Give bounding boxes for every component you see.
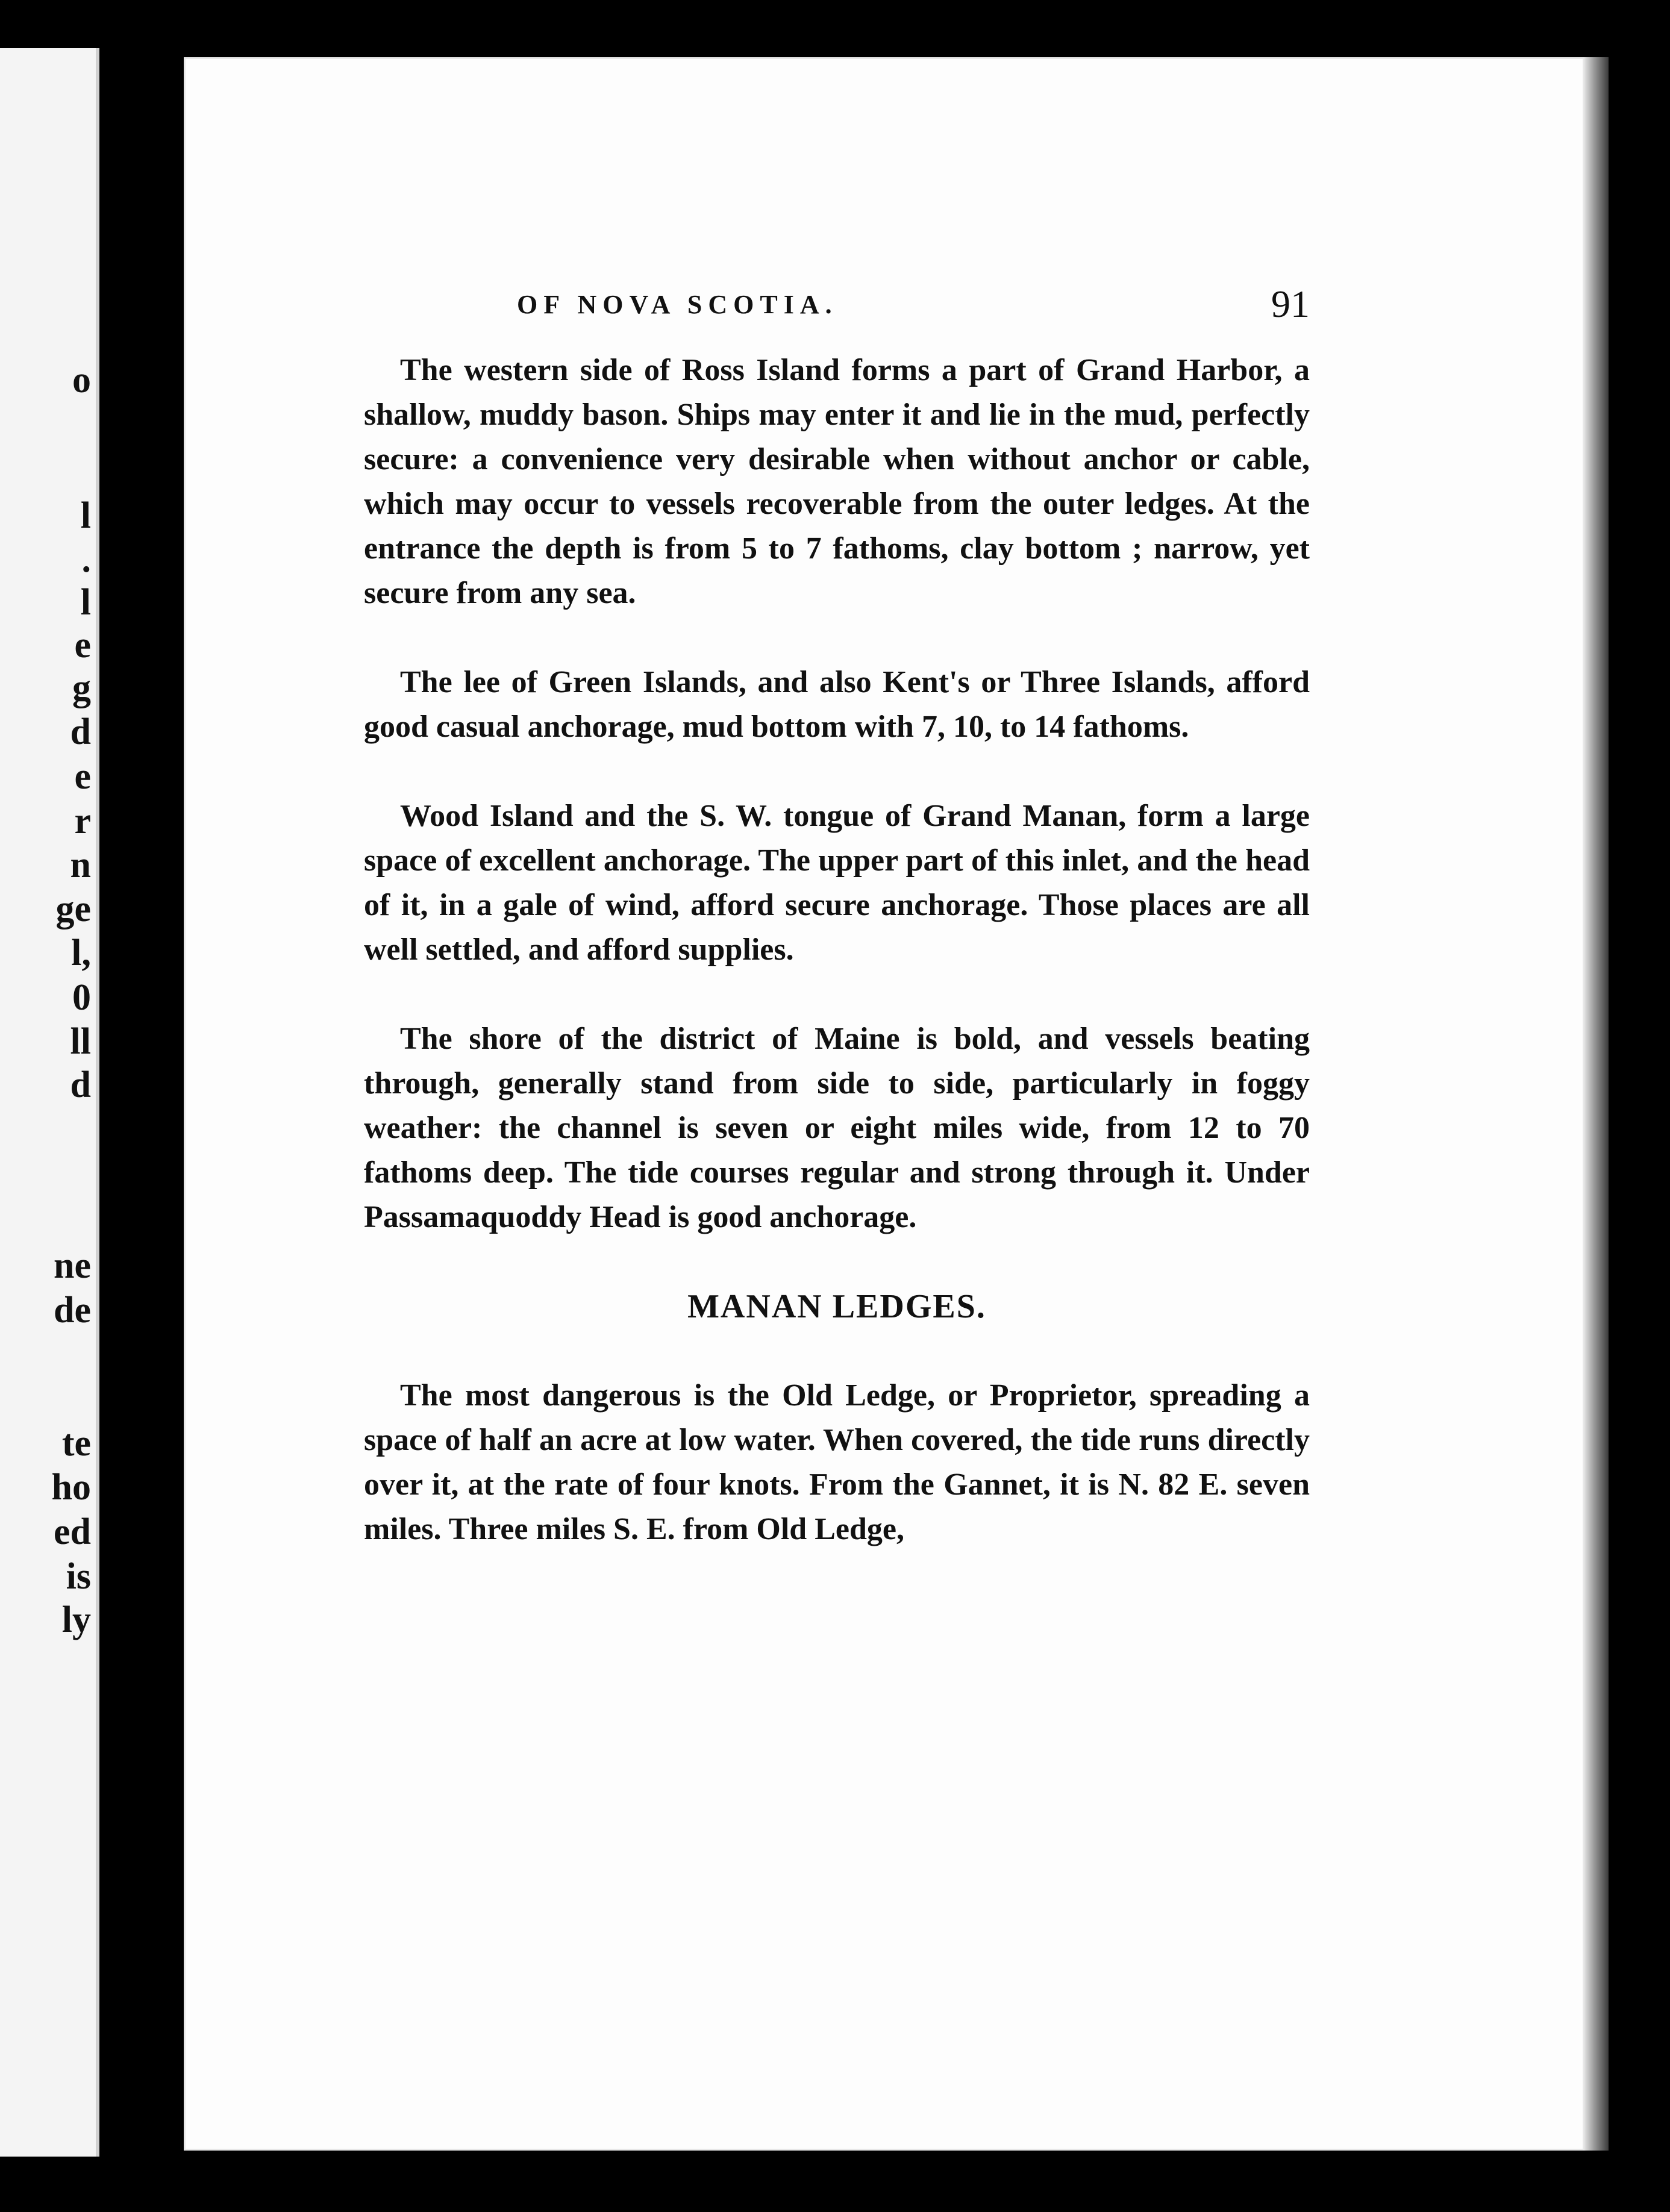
previous-page-fragment: ed — [54, 1511, 91, 1552]
previous-page-fragment: o — [72, 360, 91, 401]
previous-page-fragment: . — [81, 539, 91, 580]
page-number: 91 — [1271, 283, 1310, 325]
previous-page-fragment: l — [80, 495, 91, 536]
running-title: OF NOVA SCOTIA. — [517, 290, 838, 319]
previous-page-fragment: de — [54, 1290, 91, 1331]
previous-page-fragment: is — [66, 1556, 91, 1597]
paragraph: Wood Island and the S. W. tongue of Grand Manan, form a large space of excellent anchorage. The upper part of this inlet, and the head of it, in a gale of wind, afford secure anchorage. Those places are all well settled, and afford supplies. — [364, 799, 1310, 967]
previous-page-fragment: d — [70, 1064, 91, 1105]
previous-page-fragment: g — [72, 667, 91, 708]
previous-page-fragment: 0 — [72, 977, 91, 1018]
section-heading: MANAN LEDGES. — [687, 1288, 986, 1325]
paragraph: The western side of Ross Island forms a part of Grand Harbor, a shallow, muddy bason. Ships may enter it and lie in the mud, perfectly secure: a convenience very desirable when without anchor or cable, which may occur to vessels recoverable from the outer ledges. At the entrance the depth is from 5 to 7 fathoms, clay bottom ; narrow, yet secure from any sea. — [364, 353, 1310, 610]
previous-page-fragment: l — [80, 582, 91, 623]
body-text — [364, 348, 1310, 1596]
previous-page-edge — [0, 48, 99, 2157]
paragraph: The lee of Green Islands, and also Kent's or Three Islands, afford good casual anchorage, mud bottom with 7, 10, to 14 fathoms. — [364, 665, 1310, 744]
previous-page-fragment: ly — [61, 1599, 91, 1640]
previous-page-fragment: ll — [70, 1021, 91, 1062]
previous-page-fragment: e — [74, 625, 91, 666]
paragraph: The shore of the district of Maine is bold, and vessels beating through, generally stand from side to side, particularly in foggy weather: the channel is seven or eight miles wide, from 12 to 70 fathoms deep. The tide courses regular and strong through it. Under Passamaquoddy Head is good anchorage. — [364, 1022, 1310, 1234]
previous-page-gutter — [96, 48, 99, 2157]
previous-page-fragment: e — [74, 756, 91, 797]
previous-page-fragment: n — [70, 845, 91, 886]
paragraph: The most dangerous is the Old Ledge, or Proprietor, spreading a space of half an acre at low water. When covered, the tide runs directly over it, at the rate of four knots. From the Gannet, it is N. 82 E. seven miles. Three miles S. E. from Old Ledge, — [364, 1378, 1310, 1546]
previous-page-fragment: ge — [55, 889, 91, 929]
previous-page-fragment: r — [74, 801, 91, 842]
running-head — [517, 282, 1310, 330]
previous-page-fragment: ne — [54, 1245, 91, 1286]
previous-page-fragment: l, — [71, 933, 91, 973]
previous-page-fragment: d — [70, 711, 91, 752]
previous-page-fragment: ho — [51, 1467, 91, 1508]
previous-page-fragment: te — [61, 1423, 91, 1464]
page-stack-edge — [1584, 57, 1609, 2151]
